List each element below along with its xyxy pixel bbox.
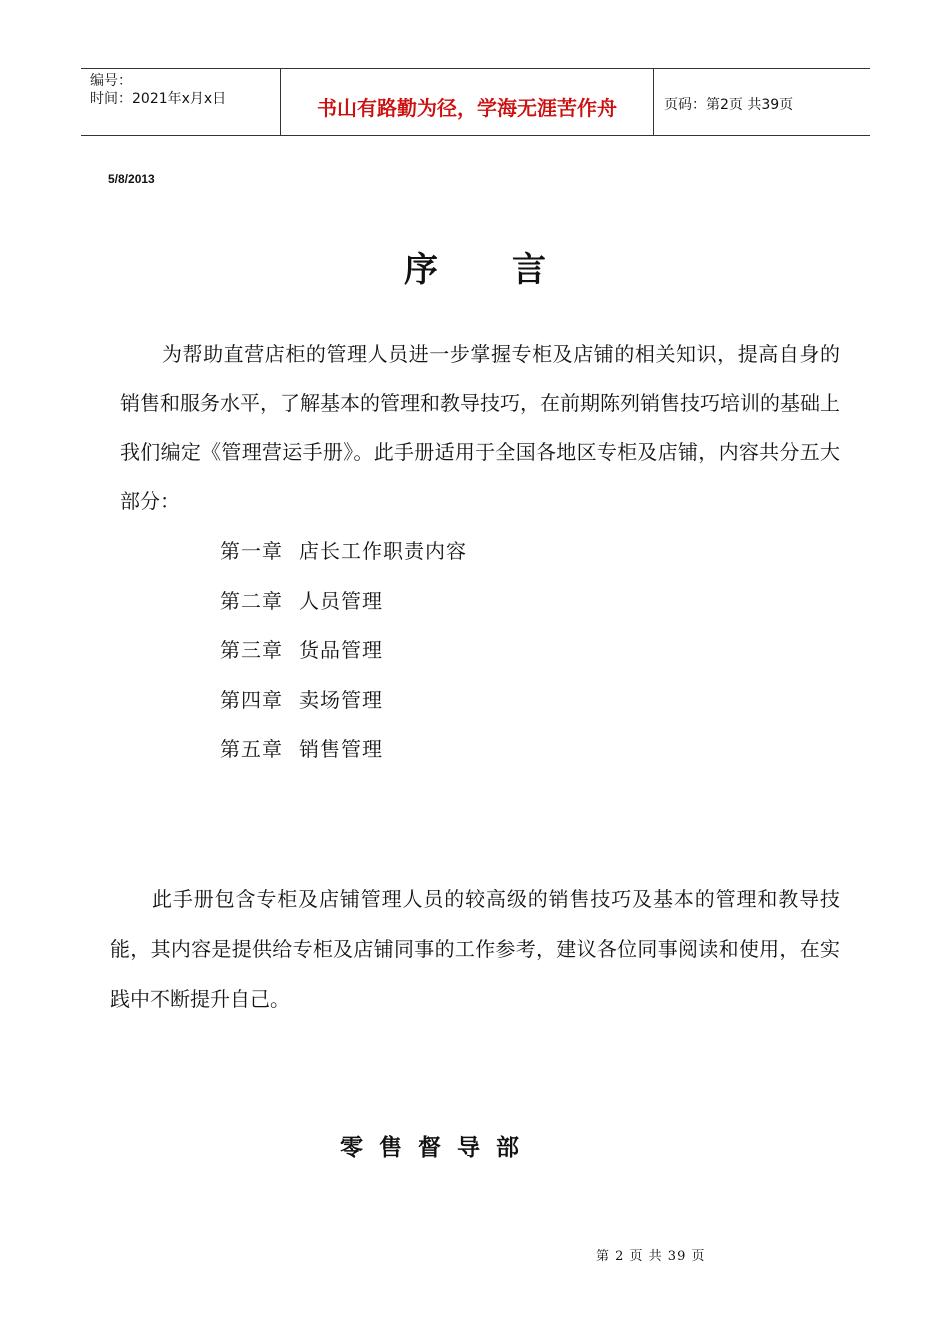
chapter-number: 第二章 bbox=[220, 588, 283, 613]
chapter-item bbox=[220, 626, 467, 676]
document-header bbox=[81, 68, 870, 136]
header-number-label: 编号： bbox=[90, 73, 132, 89]
header-page-info: 页码：第2页 共39页 bbox=[664, 97, 794, 113]
chapter-name: 销售管理 bbox=[299, 737, 383, 761]
header-motto: 书山有路勤为径，学海无涯苦作舟 bbox=[281, 69, 654, 135]
header-time-label: 时间：2021年x月x日 bbox=[90, 91, 227, 107]
header-meta bbox=[81, 69, 281, 135]
chapter-name: 人员管理 bbox=[299, 588, 383, 613]
chapter-item bbox=[220, 725, 467, 775]
chapter-item bbox=[220, 676, 467, 726]
chapter-item bbox=[220, 527, 467, 577]
chapter-number: 第四章 bbox=[220, 687, 283, 712]
closing-paragraph: 此手册包含专柜及店铺管理人员的较高级的销售技巧及基本的管理和教导技能，其内容是提供给专柜及店铺同事的工作参考，建议各位同事阅读和使用，在实践中不断提升自己。 bbox=[110, 887, 840, 1011]
chapter-number: 第三章 bbox=[220, 638, 283, 662]
department-signature: 零售督导部 bbox=[340, 1135, 535, 1161]
page-title: 序言 bbox=[404, 250, 620, 290]
page-footer: 第 2 页 共 39 页 bbox=[596, 1249, 706, 1264]
intro-paragraph: 为帮助直营店柜的管理人员进一步掌握专柜及店铺的相关知识，提高自身的销售和服务水平，了解基本的管理和教导技巧，在前期陈列销售技巧培训的基础上我们编定《管理营运手册》。此手册适用于全国各地区专柜及店铺，内容共分五大部分： bbox=[120, 342, 840, 513]
chapter-name: 卖场管理 bbox=[299, 687, 383, 712]
chapter-list bbox=[220, 527, 467, 775]
chapter-number: 第一章 bbox=[220, 539, 283, 563]
chapter-item bbox=[220, 577, 467, 627]
document-date: 5/8/2013 bbox=[108, 172, 155, 186]
chapter-name: 货品管理 bbox=[299, 638, 383, 662]
chapter-number: 第五章 bbox=[220, 737, 283, 761]
chapter-name: 店长工作职责内容 bbox=[299, 539, 467, 563]
